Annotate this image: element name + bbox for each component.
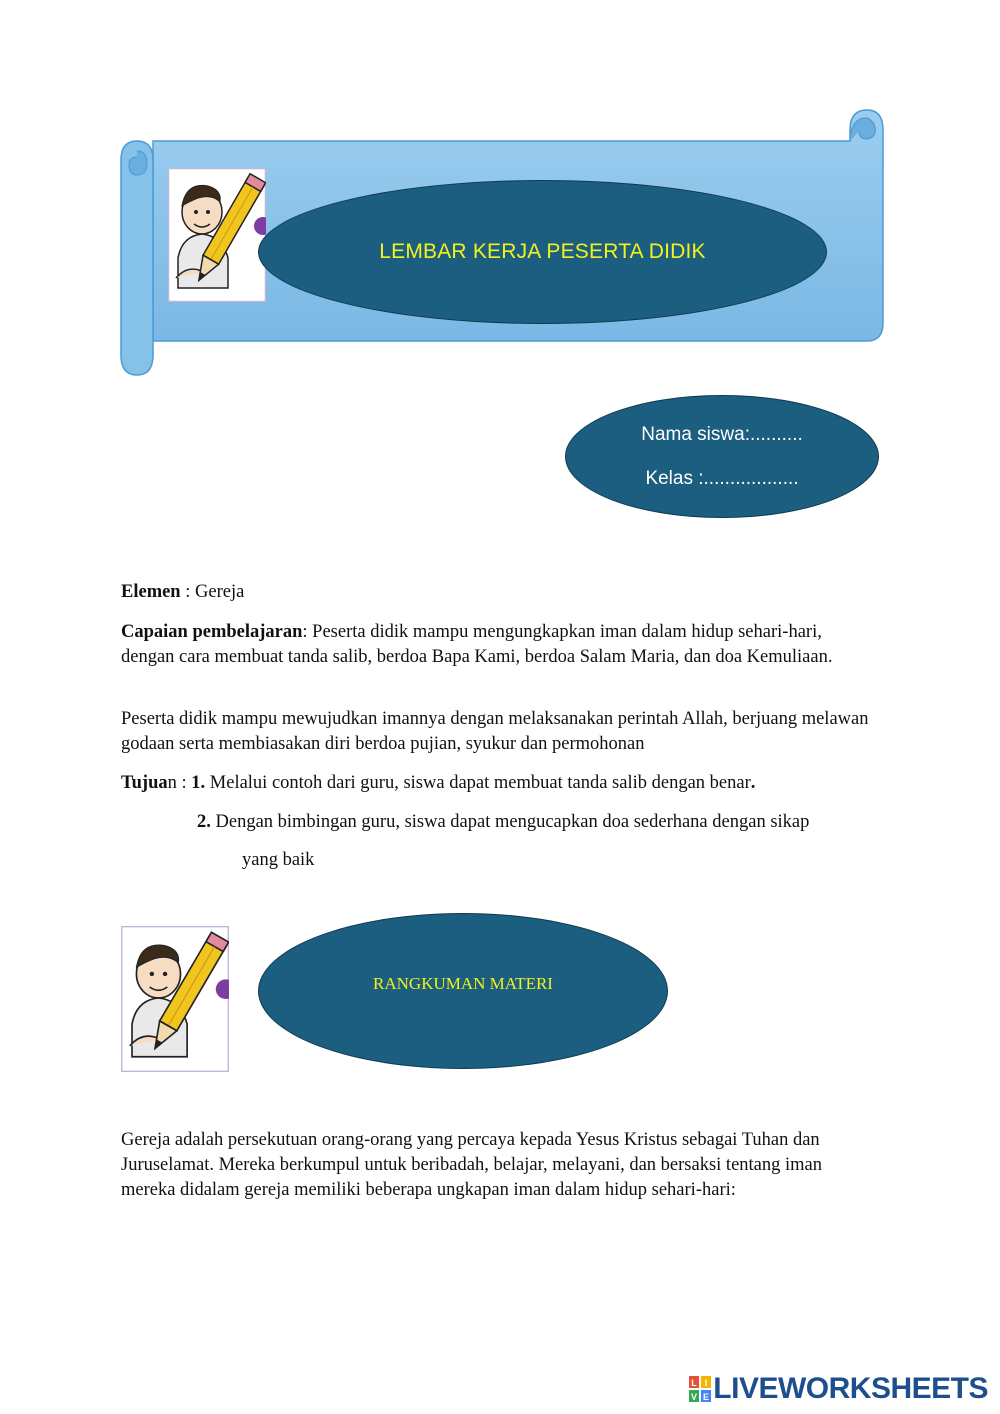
summary-ellipse [258,913,668,1069]
student-info-ellipse [565,395,879,518]
capaian-label: Capaian pembelajaran [121,622,303,642]
summary-title: RANGKUMAN MATERI [373,974,553,993]
logo-letter: V [691,1392,698,1402]
title-ellipse [258,180,827,324]
capaian-paragraph [121,620,861,670]
elemen-value: : Gereja [180,582,245,602]
liveworksheets-logo [689,1372,988,1406]
student-name-field[interactable]: Nama siswa:.......... [641,423,803,445]
elemen-label: Elemen [121,582,181,602]
liveworksheets-logo-icon [689,1376,711,1402]
tujuan-label-rest: n [167,773,177,793]
logo-letter: E [703,1392,710,1402]
student-class-field[interactable]: Kelas :.................. [645,467,799,489]
logo-letter: I [705,1378,708,1388]
tujuan-1-text: Melalui contoh dari guru, siswa dapat membuat tanda salib dengan benar [205,773,751,793]
tujuan-line-2-cont: yang baik [242,850,315,870]
tujuan-line-2 [197,810,897,835]
summary-paragraph: Gereja adalah persekutuan orang-orang yang percaya kepada Yesus Kristus sebagai Tuhan dan Juruselamat. Mereka berkumpul untuk beribadah, belajar, melayani, dan bersaksi tentang iman mereka didalam gereja memiliki beberapa ungkapan iman dalam hidup sehari-hari: [121,1130,822,1200]
tujuan-1-num: 1. [191,773,206,793]
tujuan-1-end: . [750,773,756,793]
pencil-boy-icon [121,926,229,1072]
tujuan-sep: : [176,773,192,793]
brand-name[interactable]: LIVEWORKSHEETS [713,1372,988,1405]
logo-letter: L [691,1378,698,1388]
tujuan-label: Tujua [121,773,168,793]
elemen-line [121,580,881,605]
capaian-paragraph-2: Peserta didik mampu mewujudkan imannya dengan melaksanakan perintah Allah, berjuang melawan godaan serta membiasakan diri berdoa pujian, syukur dan permohonan [121,709,869,754]
worksheet-title: LEMBAR KERJA PESERTA DIDIK [379,240,706,263]
tujuan-2-num: 2. [197,812,211,832]
pencil-boy-icon [168,168,266,302]
tujuan-line-1 [121,771,881,796]
tujuan-2-text: Dengan bimbingan guru, siswa dapat mengucapkan doa sederhana dengan sikap [210,812,810,832]
capaian-text: : Peserta didik mampu mengungkapkan iman dalam hidup sehari-hari, dengan cara membuat tanda salib, berdoa Bapa Kami, berdoa Salam Maria, dan doa Kemuliaan. [121,622,833,667]
